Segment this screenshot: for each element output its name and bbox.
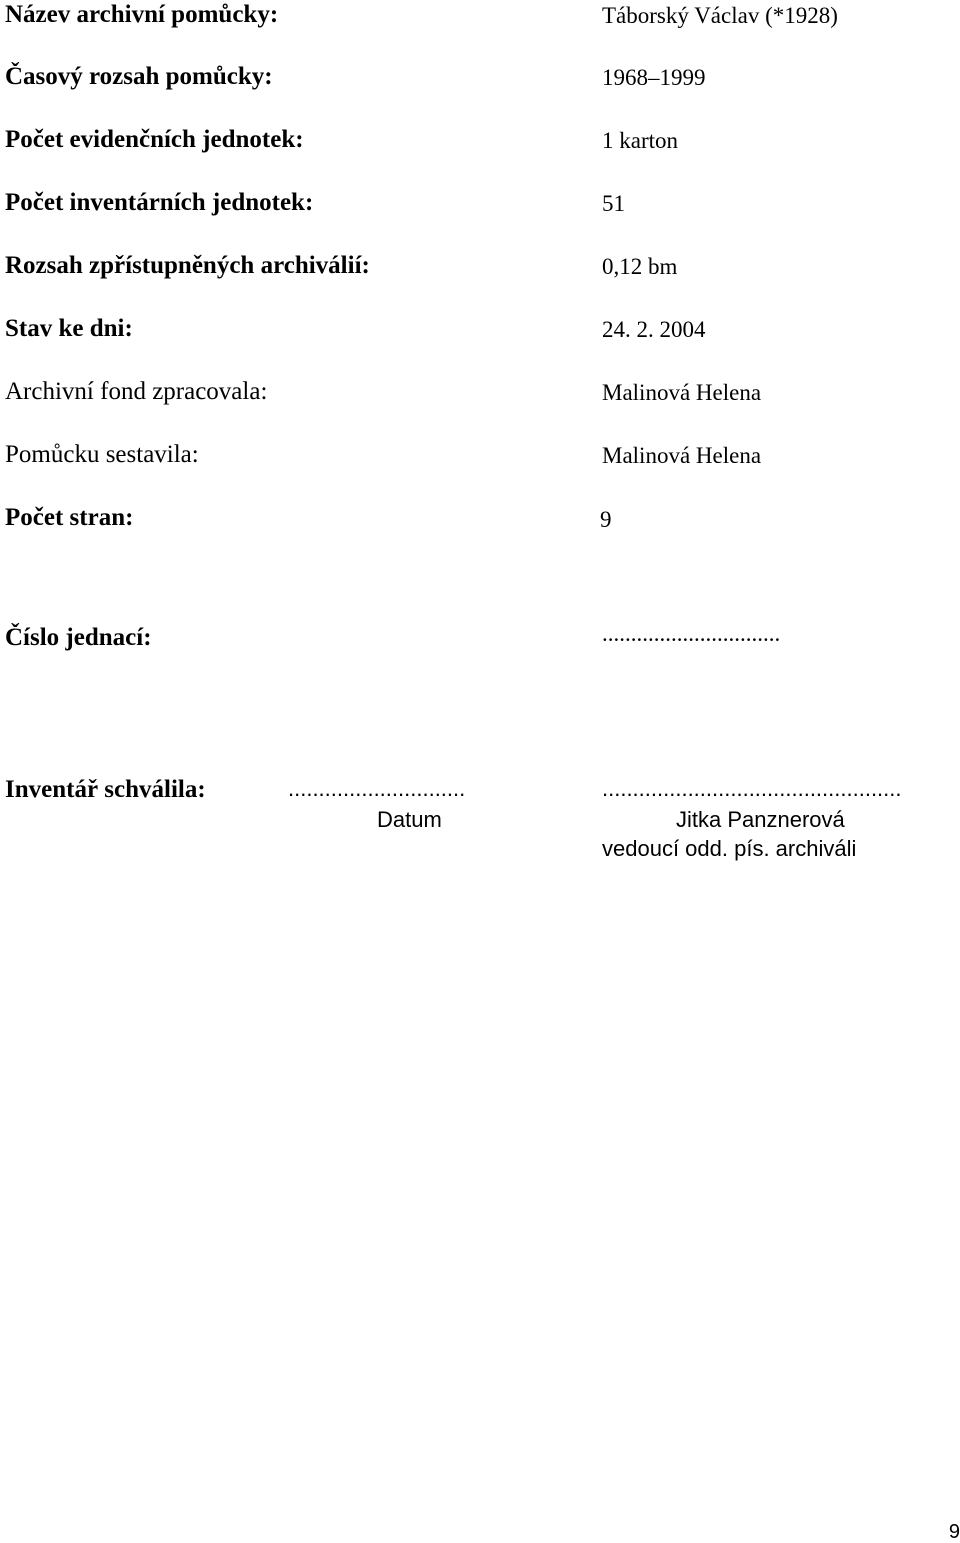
signature-dots: .................................................: [602, 776, 902, 801]
field-label: Počet evidenčních jednotek:: [5, 126, 304, 153]
approval-label: Inventář schválila:: [5, 776, 206, 803]
field-label: Časový rozsah pomůcky:: [5, 63, 273, 90]
field-label: Stav ke dni:: [5, 315, 133, 342]
field-label: Počet inventárních jednotek:: [5, 189, 314, 216]
field-label: Počet stran:: [5, 504, 134, 531]
field-label: Archivní fond zpracovala:: [5, 378, 268, 405]
reference-label: Číslo jednací:: [5, 624, 152, 651]
field-value: Malinová Helena: [602, 443, 762, 468]
field-value: 9: [600, 507, 612, 532]
signer-name: Jitka Panznerová: [676, 807, 845, 832]
reference-dots: ...............................: [602, 621, 781, 646]
field-label: Rozsah zpřístupněných archiválií:: [5, 252, 370, 279]
field-value: 24. 2. 2004: [602, 317, 706, 342]
field-value: 1 karton: [602, 128, 679, 153]
field-value: Malinová Helena: [602, 380, 762, 405]
field-label: Název archivní pomůcky:: [5, 1, 279, 28]
field-value: 51: [602, 191, 625, 216]
field-value: Táborský Václav (*1928): [602, 3, 838, 28]
field-value: 1968–1999: [602, 65, 706, 90]
date-dots: .............................: [288, 776, 466, 801]
page-number: 9: [948, 1521, 960, 1543]
field-label: Pomůcku sestavila:: [5, 441, 199, 468]
date-caption: Datum: [377, 807, 442, 832]
signer-title: vedoucí odd. pís. archiváli: [602, 836, 857, 861]
field-value: 0,12 bm: [602, 254, 678, 279]
